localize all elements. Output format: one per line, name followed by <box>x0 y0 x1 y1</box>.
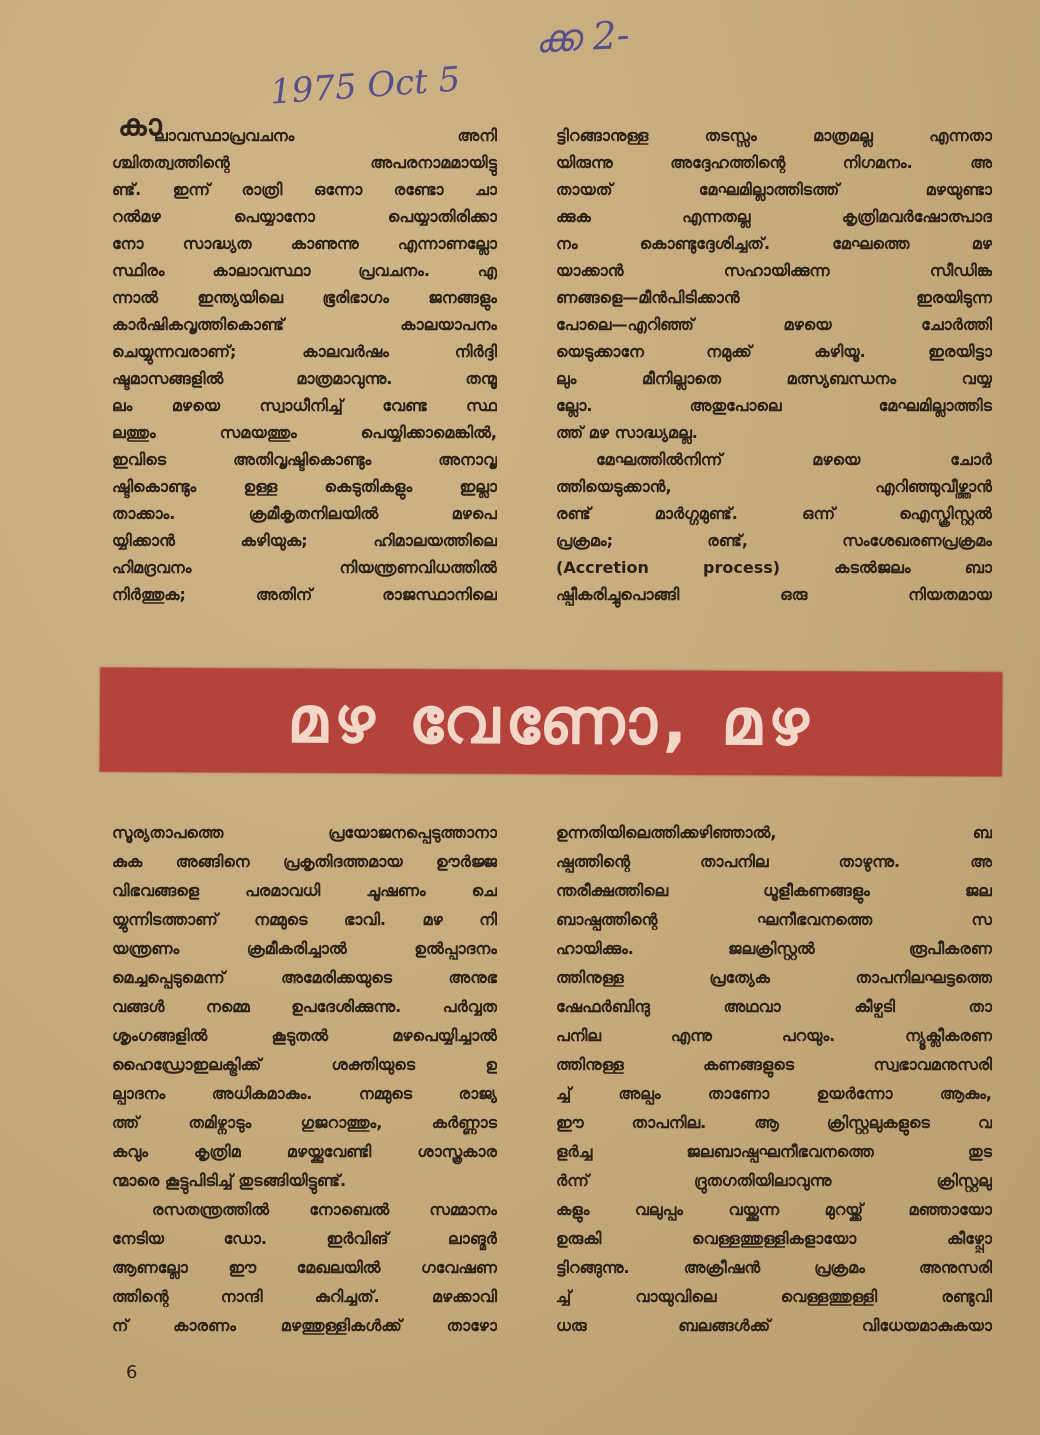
text-line: പോലെ—എറിഞ്ഞ് മഴയെ ചോർത്തി <box>556 315 992 334</box>
text-line: മേഘത്തിൽനിന്ന് മഴയെ ചോർ <box>596 450 992 469</box>
text-line: ശൃംഗങ്ങളിൽ കൂടുതൽ മഴപെയ്യിച്ചാൽ <box>112 1026 497 1045</box>
text-line: കുക അങ്ങിനെ പ്രകൃതിദത്തമായ ഊർജ്ജ <box>112 852 497 871</box>
text-line: ട്ടിറങ്ങാനുള്ള തടസ്സം മാത്രമല്ല എന്നതാ <box>556 126 992 145</box>
text-line: രസതന്ത്രത്തിൽ നോബെൽ സമ്മാനം <box>152 1200 497 1219</box>
text-line: കാർഷികവൃത്തികൊണ്ട് കാലയാപനം <box>112 315 497 334</box>
text-line: ണ്ട്. ഇന്ന് രാത്രി ഒന്നോ രണ്ടോ ചാ <box>112 180 497 199</box>
text-line: ല്ലോ. അതുപോലെ മേഘമില്ലാത്തിട <box>556 396 992 415</box>
text-line: ട്ടിറങ്ങുന്നു. അക്രീഷൻ പ്രക്രമം അനുസരി <box>556 1258 992 1277</box>
text-line: പ്രക്രമം; രണ്ട്, സംശേഖരണപ്രക്രമം <box>556 531 992 550</box>
column-top-right <box>556 122 992 608</box>
column-top-left <box>112 122 497 608</box>
drop-cap: കാ <box>118 108 162 143</box>
text-line: ബാഷ്പത്തിന്റെ ഘനീഭവനത്തെ സ <box>556 910 992 929</box>
text-line: ഷ്പത്തിന്റെ താപനില താഴുന്നു. അ <box>556 852 992 871</box>
article-title: മഴ വേണോ, മഴ <box>287 683 815 761</box>
text-line: നേടിയ ഡോ. ഇർവിങ് ലാങ്മർ <box>112 1229 497 1248</box>
text-line: ച്ച് വായുവിലെ വെള്ളത്തുള്ളി രണ്ടുവി <box>556 1287 992 1306</box>
text-line: ശ്ചിതത്വത്തിന്റെ അപരനാമമായിട്ടു <box>112 153 497 172</box>
text-line: വങ്ങൾ നമ്മെ ഉപദേശിക്കുന്നു. പർവ്വത <box>112 997 497 1016</box>
text-line: സൂര്യതാപത്തെ പ്രയോജനപ്പെടുത്താനാ <box>112 823 497 842</box>
text-line: ന് കാരണം മഴത്തുള്ളികൾക്ക് താഴോ <box>112 1316 497 1335</box>
text-line: ത്ത് മഴ സാദ്ധ്യമല്ല. <box>556 423 698 442</box>
handwritten-mark: ക്ക 2- <box>533 12 631 62</box>
text-line: രണ്ട് മാർഗ്ഗമുണ്ട്. ഒന്ന് ഐസ്ക്രിസ്റ്റൽ <box>556 504 992 523</box>
text-line: ണങ്ങളെ—മീൻപിടിക്കാൻ ഇരയിടുന്ന <box>556 288 992 307</box>
text-line: നം കൊണ്ടുദ്ദേശിച്ചത്. മേഘത്തെ മഴ <box>556 234 992 253</box>
text-line: ച്ച് അല്പം താണോ ഉയർന്നോ ആകും, <box>556 1084 992 1103</box>
text-line: ലാവസ്ഥാപ്രവചനം അനി <box>154 126 497 145</box>
text-line: ന്മാരെ കൂട്ടുപിടിച്ച് തുടങ്ങിയിട്ടുണ്ട്. <box>112 1171 347 1190</box>
text-line: വിഭവങ്ങളെ പരമാവധി ചൂഷണം ചെ <box>112 881 497 900</box>
text-line: റൽമഴ പെയ്യാനോ പെയ്യാതിരിക്കാ <box>112 207 497 226</box>
text-line: ഉരുകി വെള്ളത്തുള്ളികളായോ കീഴ്പ്പോ <box>556 1229 992 1248</box>
text-line: ഷ്ടികൊണ്ടും ഉള്ള കെടുതികളും ഇല്ലാ <box>112 477 497 496</box>
text-line: യന്ത്രണം ക്രമീകരിച്ചാൽ ഉൽപ്പാദനം <box>112 939 497 958</box>
text-line: യ്യുന്നിടത്താണ് നമ്മുടെ ഭാവി. മഴ നി <box>112 910 497 929</box>
text-line: ളർച്ച ജലബാഷ്പഘനീഭവനത്തെ തുട <box>556 1142 992 1161</box>
text-line: ഇവിടെ അതിവൃഷ്ടികൊണ്ടും അനാവൃ <box>112 450 497 469</box>
text-line: ഹിമദ്രവനം നിയന്ത്രണവിധത്തിൽ <box>112 558 497 577</box>
text-line: ലും മീനില്ലാതെ മത്സ്യബന്ധനം വയ്യ <box>556 369 992 388</box>
column-bottom-left <box>112 818 497 1340</box>
text-line: ലം മഴയെ സ്വാധീനിച്ച് വേണ്ട സ്ഥ <box>112 396 497 415</box>
text-line: (Accretion process) കടൽജലം ബാ <box>556 558 992 577</box>
text-line: ഷ്പീകരിച്ചുപൊങ്ങി ഒരു നിയതമായ <box>556 585 992 604</box>
text-line: ആണല്ലോ ഈ മേഖലയിൽ ഗവേഷണ <box>112 1258 497 1277</box>
text-line: താക്കാം. ക്രമീകൃതനിലയിൽ മഴപെ <box>112 504 497 523</box>
text-line: നോ സാദ്ധ്യത കാണുന്നു എന്നാണല്ലോ <box>112 234 497 253</box>
text-line: കവും കൃത്രിമ മഴയ്ക്കുവേണ്ടി ശാസ്ത്രകാര <box>112 1142 497 1161</box>
text-line: ത്തിയെടുക്കാൻ, എറിഞ്ഞുവീഴ്ത്താൻ <box>556 477 992 496</box>
text-line: ത്ത് തമിഴ്നാടും ഗുജറാത്തും, കർണ്ണാട <box>112 1113 497 1132</box>
column-bottom-right <box>556 818 992 1340</box>
text-line: തായത് മേഘമില്ലാത്തിടത്ത് മഴയുണ്ടാ <box>556 180 992 199</box>
text-line: ഹായിക്കും. ജലക്രിസ്റ്റൽ രൂപീകരണ <box>556 939 992 958</box>
title-banner <box>100 668 1003 777</box>
text-line: ധരു ബലങ്ങൾക്ക് വിധേയമാകുകയാ <box>556 1316 992 1335</box>
text-line: ത്തിനുള്ള കണങ്ങളുടെ സ്വഭാവമനുസരി <box>556 1055 992 1074</box>
text-line: യ്യിക്കാൻ കഴിയുക; ഹിമാലയത്തിലെ <box>112 531 497 550</box>
text-line: ഷ്ടമാസങ്ങളിൽ മാത്രമാവുന്നു. തന്മൂ <box>112 369 497 388</box>
text-line: ർന്ന് ദ്രുതഗതിയിലാവുന്നു ക്രിസ്റ്റലു <box>556 1171 992 1190</box>
text-line: ഷേഫർബിന്ദു അഥവാ കീഴ്പടി താ <box>556 997 992 1016</box>
text-line: ത്തിന്റെ നാന്ദി കുറിച്ചത്. മഴക്കാവി <box>112 1287 497 1306</box>
text-line: ഉന്നതിയിലെത്തിക്കഴിഞ്ഞാൽ, ബ <box>556 823 992 842</box>
text-line: ന്തരീക്ഷത്തിലെ ധൂളീകണങ്ങളും ജല <box>556 881 992 900</box>
text-line: സ്ഥിരം കാലാവസ്ഥാ പ്രവചനം. എ <box>112 261 497 280</box>
text-line: യിരുന്നു അദ്ദേഹത്തിന്റെ നിഗമനം. അ <box>556 153 992 172</box>
text-line: ചെയ്യുന്നവരാണ്; കാലവർഷം നിർദ്ദി <box>112 342 497 361</box>
text-line: ല്പാദനം അധികമാകും. നമ്മുടെ രാജ്യ <box>112 1084 497 1103</box>
text-line: മെച്ചപ്പെടുമെന്ന് അമേരിക്കയുടെ അനുഭ <box>112 968 497 987</box>
handwritten-date: 1975 Oct 5 <box>268 59 462 113</box>
text-line: യെടുക്കാനേ നമുക്ക് കഴിയൂ. ഇരയിട്ടാ <box>556 342 992 361</box>
text-line: കളും വലുപ്പം വയ്ക്കുന്ന മുറയ്ക്ക് മഞ്ഞായോ <box>556 1200 992 1219</box>
text-line: ഈ താപനില. ആ ക്രിസ്റ്റലുകളുടെ വ <box>556 1113 992 1132</box>
page-number: 6 <box>126 1362 138 1383</box>
text-line: യാക്കാൻ സഹായിക്കുന്ന സീഡിങ്ക <box>556 261 992 280</box>
text-line: പനില എന്നു പറയും. ന്യൂക്ലീകരണ <box>556 1026 992 1045</box>
text-line: ന്നാൽ ഇന്ത്യയിലെ ഭൂരിഭാഗം ജനങ്ങളും <box>112 288 497 307</box>
text-line: ലത്തും സമയത്തും പെയ്യിക്കാമെങ്കിൽ, <box>112 423 497 442</box>
text-line: ഹൈഡ്രോഇലക്ട്രിക്ക് ശക്തിയുടെ ഉ <box>112 1055 497 1074</box>
text-line: നിർത്തുക; അതിന് രാജസ്ഥാനിലെ <box>112 585 497 604</box>
text-line: ത്തിനുള്ള പ്രത്യേക താപനിലഘട്ടത്തെ <box>556 968 992 987</box>
text-line: ക്കുക എന്നതല്ല കൃത്രിമവർഷോത്പാദ <box>556 207 992 226</box>
